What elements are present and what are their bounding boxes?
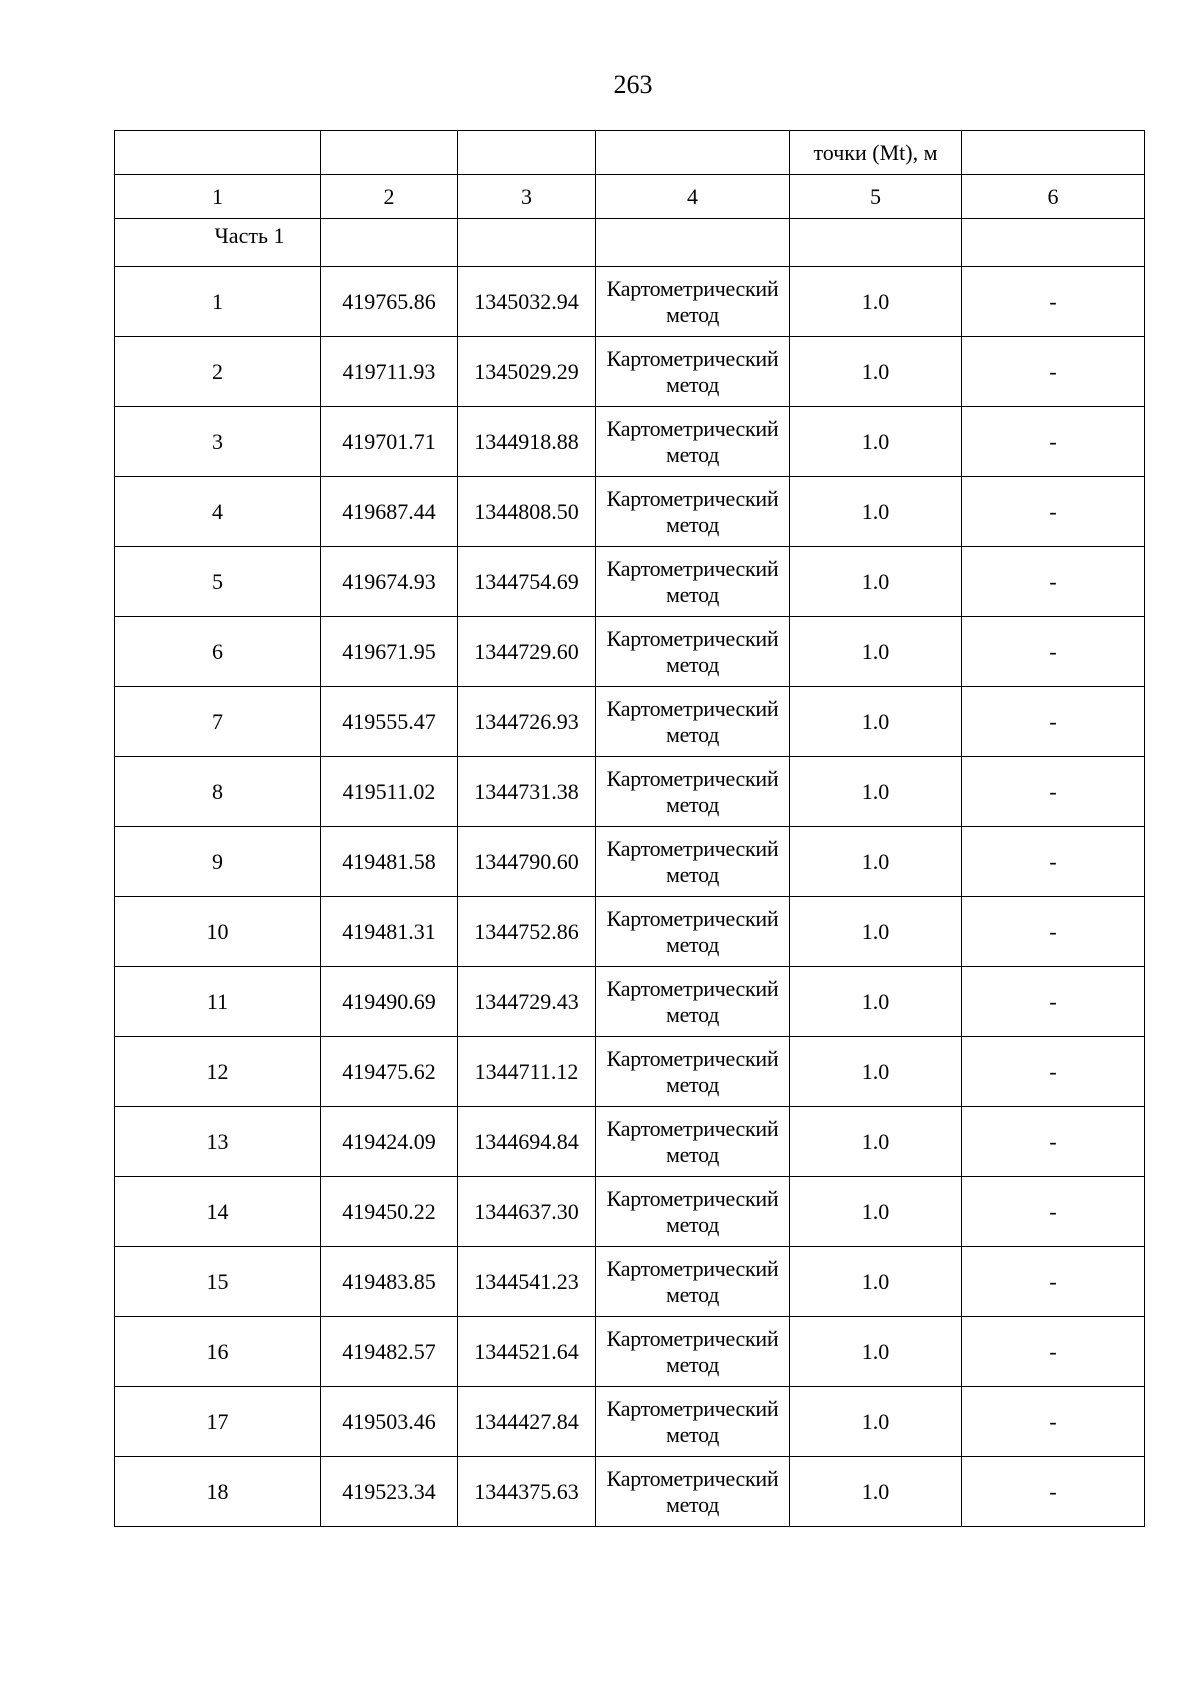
method-line-1: Картометрический <box>606 1185 779 1211</box>
mt-value: 1.0 <box>790 757 962 827</box>
column-number: 5 <box>790 175 962 219</box>
y-coordinate: 1345029.29 <box>458 337 596 407</box>
point-number: 3 <box>115 407 321 477</box>
note: - <box>962 547 1145 617</box>
column-number: 3 <box>458 175 596 219</box>
note: - <box>962 477 1145 547</box>
note: - <box>962 407 1145 477</box>
page-number: 263 <box>613 70 653 99</box>
note: - <box>962 757 1145 827</box>
method <box>596 687 790 757</box>
method-line-1: Картометрический <box>606 275 779 301</box>
method <box>596 1317 790 1387</box>
point-number: 11 <box>115 967 321 1037</box>
y-coordinate: 1344729.60 <box>458 617 596 687</box>
note: - <box>962 1457 1145 1527</box>
method-line-2: метод <box>665 791 720 817</box>
table-row <box>115 827 1145 897</box>
mt-value: 1.0 <box>790 337 962 407</box>
y-coordinate: 1344541.23 <box>458 1247 596 1317</box>
method-line-1: Картометрический <box>606 1395 779 1421</box>
method-line-1: Картометрический <box>606 1045 779 1071</box>
table-row <box>115 1107 1145 1177</box>
y-coordinate: 1345032.94 <box>458 267 596 337</box>
note: - <box>962 1247 1145 1317</box>
mt-value: 1.0 <box>790 827 962 897</box>
y-coordinate: 1344808.50 <box>458 477 596 547</box>
method <box>596 407 790 477</box>
method <box>596 547 790 617</box>
x-coordinate: 419671.95 <box>321 617 458 687</box>
part-label: Часть 1 <box>115 219 321 267</box>
point-number: 18 <box>115 1457 321 1527</box>
table-row <box>115 1457 1145 1527</box>
point-number: 15 <box>115 1247 321 1317</box>
point-number: 17 <box>115 1387 321 1457</box>
table-row <box>115 407 1145 477</box>
mt-value: 1.0 <box>790 617 962 687</box>
note: - <box>962 1387 1145 1457</box>
table-row <box>115 687 1145 757</box>
method-line-2: метод <box>665 301 720 327</box>
header-cell <box>115 131 321 175</box>
method <box>596 477 790 547</box>
method-line-2: метод <box>665 1421 720 1447</box>
point-number: 7 <box>115 687 321 757</box>
empty-cell <box>321 219 458 267</box>
note: - <box>962 1037 1145 1107</box>
x-coordinate: 419482.57 <box>321 1317 458 1387</box>
x-coordinate: 419555.47 <box>321 687 458 757</box>
mt-value: 1.0 <box>790 687 962 757</box>
x-coordinate: 419503.46 <box>321 1387 458 1457</box>
column-number-row <box>115 175 1145 219</box>
method <box>596 1177 790 1247</box>
header-continuation-row <box>115 131 1145 175</box>
table-row <box>115 1177 1145 1247</box>
table-row <box>115 337 1145 407</box>
empty-cell <box>790 219 962 267</box>
x-coordinate: 419450.22 <box>321 1177 458 1247</box>
table-row <box>115 477 1145 547</box>
y-coordinate: 1344726.93 <box>458 687 596 757</box>
table-row <box>115 1317 1145 1387</box>
header-cell: точки (Mt), м <box>790 131 962 175</box>
empty-cell <box>596 219 790 267</box>
method <box>596 967 790 1037</box>
point-number: 6 <box>115 617 321 687</box>
table-row <box>115 757 1145 827</box>
point-number: 12 <box>115 1037 321 1107</box>
method-line-2: метод <box>665 861 720 887</box>
column-number: 6 <box>962 175 1145 219</box>
y-coordinate: 1344711.12 <box>458 1037 596 1107</box>
note: - <box>962 897 1145 967</box>
method-line-2: метод <box>665 511 720 537</box>
mt-value: 1.0 <box>790 1247 962 1317</box>
column-number: 2 <box>321 175 458 219</box>
method <box>596 267 790 337</box>
header-cell <box>321 131 458 175</box>
method-line-2: метод <box>665 581 720 607</box>
point-number: 1 <box>115 267 321 337</box>
method-line-2: метод <box>665 1211 720 1237</box>
y-coordinate: 1344521.64 <box>458 1317 596 1387</box>
method-line-1: Картометрический <box>606 695 779 721</box>
point-number: 13 <box>115 1107 321 1177</box>
part-row <box>115 219 1145 267</box>
note: - <box>962 1317 1145 1387</box>
y-coordinate: 1344754.69 <box>458 547 596 617</box>
point-number: 5 <box>115 547 321 617</box>
note: - <box>962 687 1145 757</box>
method <box>596 337 790 407</box>
method-line-2: метод <box>665 1141 720 1167</box>
note: - <box>962 267 1145 337</box>
table-row <box>115 617 1145 687</box>
method <box>596 897 790 967</box>
method-line-1: Картометрический <box>606 1325 779 1351</box>
method <box>596 1037 790 1107</box>
y-coordinate: 1344427.84 <box>458 1387 596 1457</box>
mt-value: 1.0 <box>790 1387 962 1457</box>
method-line-2: метод <box>665 441 720 467</box>
table-row <box>115 1387 1145 1457</box>
table-row <box>115 1247 1145 1317</box>
method-line-1: Картометрический <box>606 415 779 441</box>
header-cell <box>962 131 1145 175</box>
method-line-1: Картометрический <box>606 765 779 791</box>
method <box>596 757 790 827</box>
mt-value: 1.0 <box>790 1107 962 1177</box>
point-number: 4 <box>115 477 321 547</box>
method-line-1: Картометрический <box>606 905 779 931</box>
mt-value: 1.0 <box>790 477 962 547</box>
header-cell <box>458 131 596 175</box>
point-number: 16 <box>115 1317 321 1387</box>
point-number: 8 <box>115 757 321 827</box>
mt-value: 1.0 <box>790 267 962 337</box>
method-line-2: метод <box>665 651 720 677</box>
x-coordinate: 419687.44 <box>321 477 458 547</box>
method-line-1: Картометрический <box>606 975 779 1001</box>
point-number: 10 <box>115 897 321 967</box>
method <box>596 617 790 687</box>
header-cell <box>596 131 790 175</box>
method-line-1: Картометрический <box>606 345 779 371</box>
y-coordinate: 1344694.84 <box>458 1107 596 1177</box>
table-row <box>115 547 1145 617</box>
x-coordinate: 419511.02 <box>321 757 458 827</box>
x-coordinate: 419481.58 <box>321 827 458 897</box>
empty-cell <box>962 219 1145 267</box>
method <box>596 1387 790 1457</box>
y-coordinate: 1344375.63 <box>458 1457 596 1527</box>
method-line-2: метод <box>665 1351 720 1377</box>
coordinates-table <box>114 130 1145 1527</box>
y-coordinate: 1344731.38 <box>458 757 596 827</box>
note: - <box>962 967 1145 1037</box>
x-coordinate: 419701.71 <box>321 407 458 477</box>
point-number: 9 <box>115 827 321 897</box>
method-line-2: метод <box>665 1491 720 1517</box>
x-coordinate: 419475.62 <box>321 1037 458 1107</box>
x-coordinate: 419490.69 <box>321 967 458 1037</box>
method-line-1: Картометрический <box>606 1255 779 1281</box>
method-line-2: метод <box>665 721 720 747</box>
y-coordinate: 1344790.60 <box>458 827 596 897</box>
x-coordinate: 419711.93 <box>321 337 458 407</box>
method <box>596 1107 790 1177</box>
note: - <box>962 1107 1145 1177</box>
empty-cell <box>458 219 596 267</box>
table-row <box>115 897 1145 967</box>
table-row <box>115 1037 1145 1107</box>
mt-value: 1.0 <box>790 1037 962 1107</box>
mt-value: 1.0 <box>790 407 962 477</box>
method-line-2: метод <box>665 1001 720 1027</box>
method-line-2: метод <box>665 371 720 397</box>
x-coordinate: 419765.86 <box>321 267 458 337</box>
y-coordinate: 1344918.88 <box>458 407 596 477</box>
method-line-1: Картометрический <box>606 625 779 651</box>
method-line-2: метод <box>665 1071 720 1097</box>
x-coordinate: 419481.31 <box>321 897 458 967</box>
x-coordinate: 419674.93 <box>321 547 458 617</box>
method-line-2: метод <box>665 931 720 957</box>
mt-value: 1.0 <box>790 1177 962 1247</box>
mt-value: 1.0 <box>790 547 962 617</box>
y-coordinate: 1344637.30 <box>458 1177 596 1247</box>
method-line-1: Картометрический <box>606 1465 779 1491</box>
method <box>596 827 790 897</box>
point-number: 14 <box>115 1177 321 1247</box>
point-number: 2 <box>115 337 321 407</box>
note: - <box>962 337 1145 407</box>
note: - <box>962 1177 1145 1247</box>
mt-value: 1.0 <box>790 1317 962 1387</box>
x-coordinate: 419523.34 <box>321 1457 458 1527</box>
mt-value: 1.0 <box>790 1457 962 1527</box>
table-row <box>115 967 1145 1037</box>
y-coordinate: 1344752.86 <box>458 897 596 967</box>
method-line-2: метод <box>665 1281 720 1307</box>
column-number: 1 <box>115 175 321 219</box>
method-line-1: Картометрический <box>606 835 779 861</box>
x-coordinate: 419483.85 <box>321 1247 458 1317</box>
mt-value: 1.0 <box>790 967 962 1037</box>
method <box>596 1457 790 1527</box>
mt-value: 1.0 <box>790 897 962 967</box>
method-line-1: Картометрический <box>606 485 779 511</box>
x-coordinate: 419424.09 <box>321 1107 458 1177</box>
y-coordinate: 1344729.43 <box>458 967 596 1037</box>
method-line-1: Картометрический <box>606 1115 779 1141</box>
method-line-1: Картометрический <box>606 555 779 581</box>
table-row <box>115 267 1145 337</box>
method <box>596 1247 790 1317</box>
note: - <box>962 827 1145 897</box>
note: - <box>962 617 1145 687</box>
column-number: 4 <box>596 175 790 219</box>
